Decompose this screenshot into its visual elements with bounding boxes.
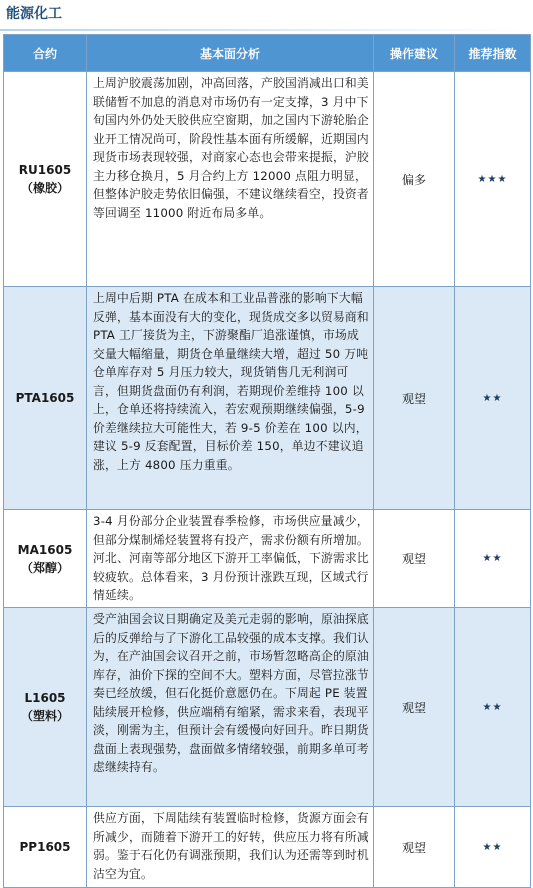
table-row bbox=[4, 287, 531, 510]
table-row bbox=[4, 510, 531, 608]
rating-stars: ★★ bbox=[455, 510, 531, 608]
header-advice: 操作建议 bbox=[374, 35, 455, 72]
analysis-cell: 受产油国会议日期确定及美元走弱的影响，原油探底后的反弹给与了下游化工品较强的成本支撑。我们认为，在产油国会议召开之前，市场暂忽略高企的原油库存，油价下探的空间不大。塑料方面，尽管拉涨节奏已经放缓，但石化挺价意愿仍在。下周起 PE 装置陆续展开检修，供应端稍有缩紧，需求来看，表现平淡，刚需为主，但预计会有缓慢向好回升。昨日期货盘面上表现强势，盘面做多情绪较强，前期多单可考虑继续持有。 bbox=[87, 608, 374, 807]
table-row bbox=[4, 807, 531, 888]
contract-subname: （郑醇） bbox=[20, 560, 69, 575]
advice-cell: 观望 bbox=[374, 807, 455, 888]
advice-cell: 观望 bbox=[374, 608, 455, 807]
contract-cell bbox=[4, 287, 87, 510]
contract-code: PP1605 bbox=[19, 840, 71, 854]
contract-subname: （塑料） bbox=[20, 709, 69, 723]
contract-code: PTA1605 bbox=[15, 391, 75, 405]
analysis-cell: 供应方面，下周陆续有装置临时检修，货源方面会有所减少，而随着下游开工的好转，供应压力将有所减弱。鉴于石化仍有调涨预期，我们认为还需等到时机沽空为宜。 bbox=[87, 807, 374, 888]
rating-stars: ★★ bbox=[455, 608, 531, 807]
recommendation-table bbox=[3, 34, 531, 888]
table-row bbox=[4, 608, 531, 807]
contract-subname: （橡胶） bbox=[20, 181, 69, 195]
analysis-cell: 上周中后期 PTA 在成本和工业品普涨的影响下大幅反弹，基本面没有大的变化，现货成交多以贸易商和 PTA 工厂接货为主，下游聚酯厂追涨谨慎，市场成交量大幅缩量，期货仓单量继续大增，超过 50 万吨仓单库存对 5 月压力较大，现货销售几无利润可言，但期货盘面仍有利润，若期现价差维持 100 以上，仓单还将持续流入，若宏观预期继续偏强，5-9 价差继续拉大可能性大，若 9-5 价差在 100 以内，建议 5-9 反套配置，目标价差 150，单边不建议追涨，上方 4800 压力重重。 bbox=[87, 287, 374, 510]
contract-code: MA1605 bbox=[17, 542, 73, 557]
contract-cell bbox=[4, 510, 87, 608]
rating-stars: ★★ bbox=[455, 287, 531, 510]
header-rating: 推荐指数 bbox=[455, 35, 531, 72]
table-row bbox=[4, 72, 531, 287]
contract-cell bbox=[4, 807, 87, 888]
analysis-cell: 3-4 月份部分企业装置春季检修，市场供应量减少，但部分煤制烯烃装置将有投产，需求份额有所增加。河北、河南等部分地区下游开工率偏低，下游需求比较疲软。总体看来，3 月份预计涨跌互现，区域式行情延续。 bbox=[87, 510, 374, 608]
rating-stars: ★★★ bbox=[455, 72, 531, 287]
rating-stars: ★★ bbox=[455, 807, 531, 888]
title-divider bbox=[0, 29, 533, 31]
analysis-cell: 上周沪胶震荡加剧，冲高回落，产胶国消减出口和美联储暂不加息的消息对市场仍有一定支撑，3 月中下旬国内外仍处天胶供应空窗期，加之国内下游轮胎企业开工情况尚可，阶段性基本面有所缓解，近期国内现货市场表现较强，对商家心态也会带来提振，沪胶主力移仓换月，5 月合约上方 12000 点阻力明显，但整体沪胶走势依旧偏强，不建议继续看空，投资者等回调至 11000 附近布局多单。 bbox=[87, 72, 374, 287]
table-header-row bbox=[4, 35, 531, 72]
advice-cell: 观望 bbox=[374, 287, 455, 510]
advice-cell: 偏多 bbox=[374, 72, 455, 287]
header-contract: 合约 bbox=[4, 35, 87, 72]
contract-cell bbox=[4, 608, 87, 807]
page-title: 能源化工 bbox=[6, 6, 62, 22]
contract-cell bbox=[4, 72, 87, 287]
contract-code: L1605 bbox=[24, 691, 66, 705]
advice-cell: 观望 bbox=[374, 510, 455, 608]
contract-code: RU1605 bbox=[18, 163, 72, 177]
header-analysis: 基本面分析 bbox=[87, 35, 374, 72]
